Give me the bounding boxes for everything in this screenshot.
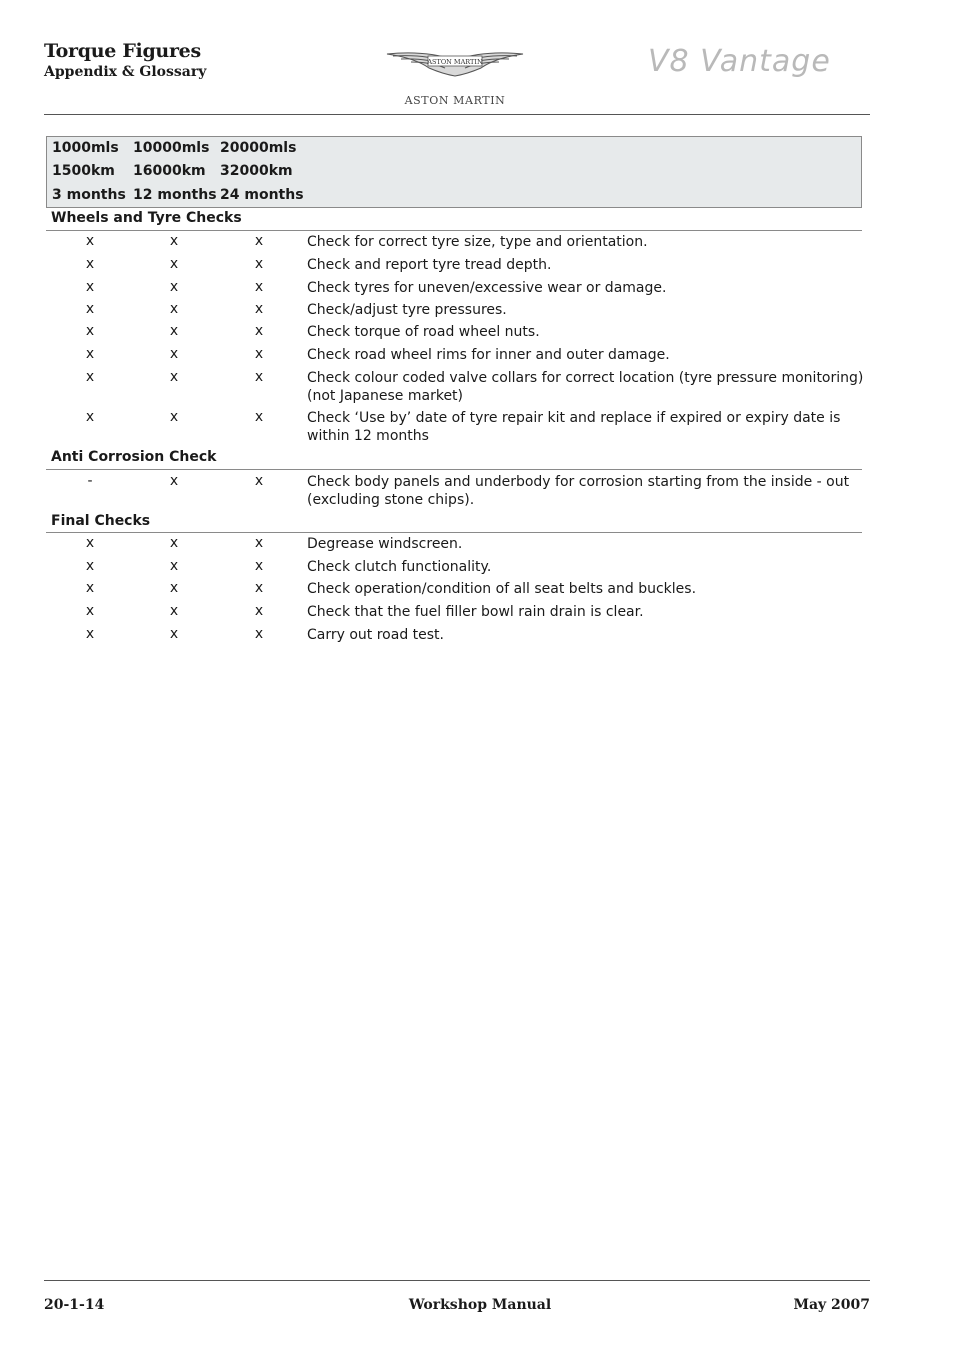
section-heading-anti-corrosion: Anti Corrosion Check — [51, 449, 217, 465]
interval-mark: x — [254, 603, 264, 619]
task-text: Check torque of road wheel nuts. — [307, 324, 540, 340]
wings-emblem-icon — [385, 44, 525, 90]
task-text-line: Check colour coded valve collars for correct location (tyre pressure monitoring) — [307, 370, 864, 386]
interval-mark: x — [254, 279, 264, 295]
task-text: Check tyres for uneven/excessive wear or damage. — [307, 280, 667, 296]
interval-mark: x — [169, 535, 179, 551]
publication-date: May 2007 — [793, 1297, 870, 1313]
v8-vantage-logo: V8 Vantage — [648, 44, 831, 79]
interval-mark: x — [254, 580, 264, 596]
interval-mark: x — [85, 346, 95, 362]
interval-mark: x — [254, 346, 264, 362]
section-divider — [46, 532, 862, 533]
task-text-line: (not Japanese market) — [307, 388, 464, 404]
interval-cell: 1500km — [52, 163, 115, 179]
interval-mark: x — [169, 580, 179, 596]
interval-mark: x — [254, 301, 264, 317]
task-text-line: Check body panels and underbody for corrosion starting from the inside - out — [307, 474, 850, 490]
interval-mark: x — [169, 473, 179, 489]
interval-mark: x — [169, 369, 179, 385]
interval-mark: - — [87, 473, 93, 489]
task-text — [307, 369, 864, 405]
task-text: Check and report tyre tread depth. — [307, 257, 552, 273]
interval-mark: x — [85, 323, 95, 339]
interval-mark: x — [169, 409, 179, 425]
service-interval-header — [46, 136, 862, 208]
interval-mark: x — [85, 603, 95, 619]
interval-mark: x — [254, 558, 264, 574]
interval-mark: x — [85, 558, 95, 574]
interval-cell: 3 months — [52, 187, 126, 203]
interval-cell: 16000km — [133, 163, 206, 179]
interval-mark: x — [254, 535, 264, 551]
interval-cell: 1000mls — [52, 140, 119, 156]
page-title: Torque Figures — [44, 40, 201, 62]
manual-name: Workshop Manual — [408, 1297, 552, 1313]
task-text: Check road wheel rims for inner and outer damage. — [307, 347, 670, 363]
interval-mark: x — [85, 233, 95, 249]
section-heading-wheels-tyres: Wheels and Tyre Checks — [51, 210, 242, 226]
task-text: Check operation/condition of all seat belts and buckles. — [307, 581, 697, 597]
interval-mark: x — [169, 301, 179, 317]
section-divider — [46, 469, 862, 470]
page-number: 20-1-14 — [44, 1297, 105, 1313]
brand-name: ASTON MARTIN — [404, 94, 506, 107]
interval-cell: 20000mls — [220, 140, 297, 156]
interval-mark: x — [169, 256, 179, 272]
interval-mark: x — [85, 626, 95, 642]
section-heading-final-checks: Final Checks — [51, 513, 151, 529]
task-text — [307, 473, 857, 509]
interval-cell: 24 months — [220, 187, 304, 203]
interval-mark: x — [254, 626, 264, 642]
interval-mark: x — [85, 369, 95, 385]
header-divider — [44, 114, 870, 115]
interval-mark: x — [169, 233, 179, 249]
logo-badge-text: ASTON MARTIN — [427, 58, 483, 66]
interval-mark: x — [85, 279, 95, 295]
footer-divider — [44, 1280, 870, 1281]
interval-mark: x — [85, 535, 95, 551]
task-text-line: within 12 months — [307, 428, 429, 444]
interval-mark: x — [254, 256, 264, 272]
interval-mark: x — [85, 256, 95, 272]
interval-mark: x — [169, 626, 179, 642]
interval-cell: 32000km — [220, 163, 293, 179]
interval-mark: x — [85, 409, 95, 425]
interval-mark: x — [169, 279, 179, 295]
interval-mark: x — [169, 603, 179, 619]
page-subtitle: Appendix & Glossary — [44, 64, 207, 80]
task-text: Check/adjust tyre pressures. — [307, 302, 507, 318]
interval-mark: x — [254, 369, 264, 385]
interval-mark: x — [254, 409, 264, 425]
interval-mark: x — [254, 323, 264, 339]
interval-mark: x — [254, 233, 264, 249]
task-text — [307, 409, 857, 445]
interval-mark: x — [85, 580, 95, 596]
task-text: Degrease windscreen. — [307, 536, 463, 552]
interval-mark: x — [169, 558, 179, 574]
aston-martin-logo — [385, 44, 525, 110]
interval-mark: x — [169, 346, 179, 362]
interval-cell: 12 months — [133, 187, 217, 203]
section-divider — [46, 230, 862, 231]
task-text-line: (excluding stone chips). — [307, 492, 475, 508]
task-text-line: Check ‘Use by’ date of tyre repair kit and replace if expired or expiry date is — [307, 410, 841, 426]
task-text: Check that the fuel filler bowl rain drain is clear. — [307, 604, 644, 620]
interval-mark: x — [85, 301, 95, 317]
task-text: Check for correct tyre size, type and orientation. — [307, 234, 648, 250]
task-text: Carry out road test. — [307, 627, 444, 643]
interval-cell: 10000mls — [133, 140, 210, 156]
interval-mark: x — [169, 323, 179, 339]
interval-mark: x — [254, 473, 264, 489]
task-text: Check clutch functionality. — [307, 559, 492, 575]
